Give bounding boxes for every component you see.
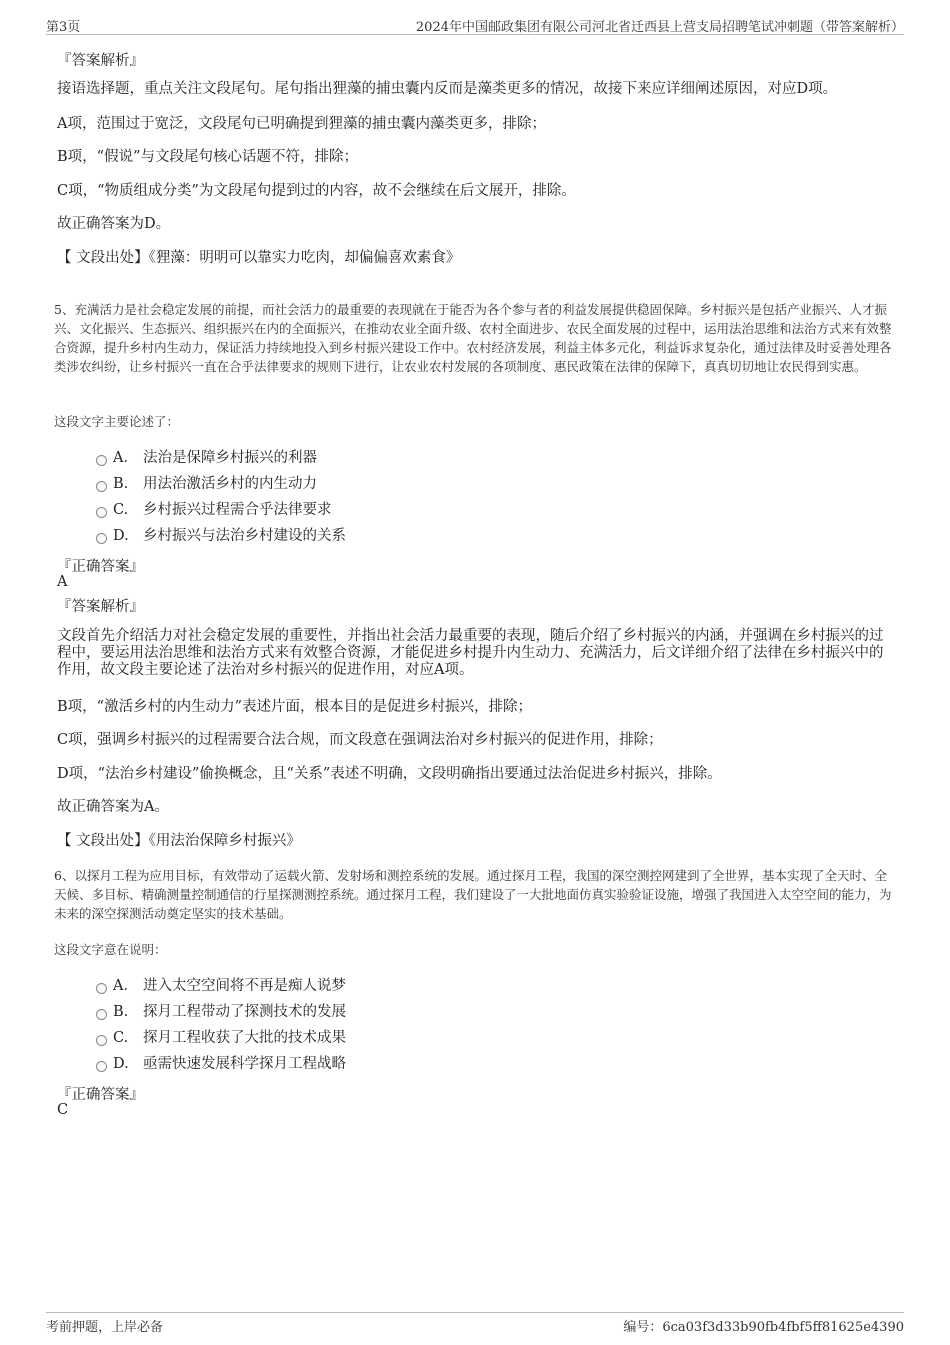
q5-source: 【 文段出处】《用法治保障乡村振兴》 xyxy=(57,833,301,849)
q6-answer-label: 『正确答案』 xyxy=(57,1087,144,1103)
q4-analysis-line-3: B项，“假说”与文段尾句核心话题不符，排除； xyxy=(57,149,358,165)
q4-analysis-line-4: C项，“物质组成分类”为文段尾句提到过的内容，故不会继续在后文展开，排除。 xyxy=(57,183,576,199)
q5-analysis-line-2: C项，强调乡村振兴的过程需要合法合规，而文段意在强调法治对乡村振兴的促进作用，排除； xyxy=(57,732,663,748)
q4-analysis-label: 『答案解析』 xyxy=(57,53,144,69)
option-letter: D. xyxy=(113,1056,129,1072)
radio-icon[interactable] xyxy=(96,1035,107,1046)
option-letter: A． xyxy=(113,978,138,994)
q5-prompt: 这段文字主要论述了： xyxy=(54,414,180,429)
q5-option-b[interactable] xyxy=(96,475,317,493)
q6-option-c[interactable] xyxy=(96,1029,346,1047)
document-code: 编号：6ca03f3d33b90fb4fbf5ff81625e4390 xyxy=(623,1320,904,1335)
document-title: 2024年中国邮政集团有限公司河北省迁西县上营支局招聘笔试冲刺题（带答案解析） xyxy=(415,20,904,35)
option-letter: A． xyxy=(113,450,138,466)
option-text: 用法治激活乡村的内生动力 xyxy=(143,476,317,492)
footer-slogan: 考前押题，上岸必备 xyxy=(46,1320,164,1335)
page-header xyxy=(46,14,904,35)
option-letter: C. xyxy=(113,502,129,518)
option-text: 进入太空空间将不再是痴人说梦 xyxy=(143,978,346,994)
radio-icon[interactable] xyxy=(96,455,107,466)
q6-option-b[interactable] xyxy=(96,1003,346,1021)
option-text: 探月工程收获了大批的技术成果 xyxy=(143,1030,346,1046)
page-number: 第3页 xyxy=(46,20,81,35)
option-letter: D. xyxy=(113,528,129,544)
q4-analysis-line-1: 接语选择题，重点关注文段尾句。尾句指出狸藻的捕虫囊内反而是藻类更多的情况，故接下来应详细阐述原因，对应D项。 xyxy=(57,81,838,97)
option-letter: B. xyxy=(113,476,129,492)
option-letter: B. xyxy=(113,1004,129,1020)
q5-analysis-label: 『答案解析』 xyxy=(57,599,144,615)
option-text: 法治是保障乡村振兴的利器 xyxy=(143,450,317,466)
q5-answer-label: 『正确答案』 xyxy=(57,559,144,575)
q6-option-a[interactable] xyxy=(96,977,346,995)
option-text: 亟需快速发展科学探月工程战略 xyxy=(143,1056,346,1072)
radio-icon[interactable] xyxy=(96,507,107,518)
radio-icon[interactable] xyxy=(96,1009,107,1020)
q4-source: 【 文段出处】《狸藻：明明可以靠实力吃肉，却偏偏喜欢素食》 xyxy=(57,250,461,266)
q5-analysis: 文段首先介绍活力对社会稳定发展的重要性，并指出社会活力最重要的表现，随后介绍了乡村振兴的内涵，并强调在乡村振兴的过程中，要运用法治思维和法治方式来有效整合资源，才能促进乡村提升内生动力、充满活力，后文详细介绍了法律在乡村振兴中的作用，故文段主要论述了法治对乡村振兴的促进作用，对应A项。 xyxy=(57,628,884,678)
q5-stem: 5、充满活力是社会稳定发展的前提，而社会活力的最重要的表现就在于能否为各个参与者的利益发展提供稳固保障。乡村振兴是包括产业振兴、人才振兴、文化振兴、生态振兴、组织振兴在内的全面振兴，在推动农业全面升级、农村全面进步、农民全面发展的过程中，运用法治思维和法治方式来有效整合资源，提升乡村内生动力，保证活力持续地投入到乡村振兴建设工作中。农村经济发展，利益主体多元化，利益诉求复杂化，通过法律及时妥善处理各类涉农纠纷，让乡村振兴一直在合乎法律要求的规则下进行，让农业农村发展的各项制度、惠民政策在法律的保障下，真真切切地让农民得到实惠。 xyxy=(54,302,892,374)
q5-answer: A xyxy=(57,574,68,590)
q5-option-a[interactable] xyxy=(96,449,317,467)
q6-stem: 6、以探月工程为应用目标，有效带动了运载火箭、发射场和测控系统的发展。通过探月工程，我国的深空测控网建到了全世界，基本实现了全天时、全天候、多目标、精确测量控制通信的行星探测测控系统。通过探月工程，我们建设了一大批地面仿真实验验证设施，增强了我国进入太空空间的能力，为未来的深空探测活动奠定坚实的技术基础。 xyxy=(54,868,892,921)
page-footer xyxy=(46,1312,904,1335)
option-letter: C. xyxy=(113,1030,129,1046)
radio-icon[interactable] xyxy=(96,1061,107,1072)
q4-analysis-line-2: A项，范围过于宽泛，文段尾句已明确提到狸藻的捕虫囊内藻类更多，排除； xyxy=(57,116,546,132)
option-text: 乡村振兴与法治乡村建设的关系 xyxy=(143,528,346,544)
q5-answer-line: 故正确答案为A。 xyxy=(57,799,169,815)
q5-analysis-line-3: D项，“法治乡村建设”偷换概念，且“关系”表述不明确，文段明确指出要通过法治促进乡村振兴，排除。 xyxy=(57,766,722,782)
option-text: 探月工程带动了探测技术的发展 xyxy=(143,1004,346,1020)
q5-analysis-line-1: B项，“激活乡村的内生动力”表述片面，根本目的是促进乡村振兴，排除； xyxy=(57,699,532,715)
q5-option-c[interactable] xyxy=(96,501,332,519)
q4-answer-line: 故正确答案为D。 xyxy=(57,216,171,232)
q6-prompt: 这段文字意在说明： xyxy=(54,942,167,957)
q6-answer: C xyxy=(57,1102,69,1118)
option-text: 乡村振兴过程需合乎法律要求 xyxy=(143,502,332,518)
radio-icon[interactable] xyxy=(96,481,107,492)
q5-option-d[interactable] xyxy=(96,527,346,545)
radio-icon[interactable] xyxy=(96,983,107,994)
radio-icon[interactable] xyxy=(96,533,107,544)
q6-option-d[interactable] xyxy=(96,1055,346,1073)
